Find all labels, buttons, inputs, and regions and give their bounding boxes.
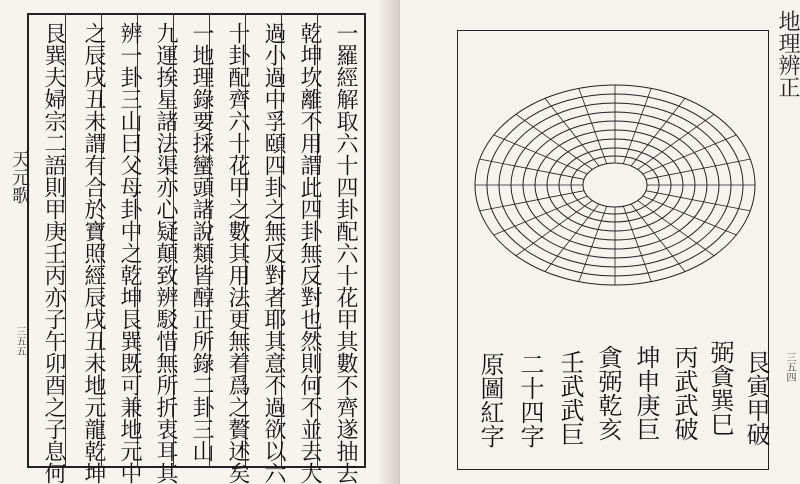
right-page-number: 三五四 bbox=[784, 352, 795, 382]
compass-spokes bbox=[475, 85, 755, 285]
compass-spoke bbox=[638, 201, 714, 256]
compass-spoke bbox=[646, 159, 750, 179]
legend-column-7: 二十四字 bbox=[516, 352, 544, 448]
compass-spoke bbox=[646, 191, 750, 211]
text-column-5: 一地理錄要採蠻頭諸說類皆醇正所錄二卦三山 bbox=[189, 22, 214, 462]
left-page-number: 三五五 bbox=[14, 326, 25, 356]
text-column-2: 乾坤坎離不用謂此四卦無反對也然則何不並去大 bbox=[297, 22, 322, 484]
left-page bbox=[0, 0, 395, 484]
compass-spoke bbox=[579, 206, 607, 281]
right-margin-header: 地理辨正 bbox=[775, 10, 800, 98]
compass-spoke bbox=[516, 114, 592, 169]
right-margin-strip bbox=[772, 0, 800, 484]
compass-ring bbox=[571, 156, 659, 214]
compass-center-ring bbox=[583, 163, 647, 207]
text-column-9: 艮巽夫婦宗二語則甲庚壬丙亦子午卯酉之子息何 bbox=[41, 22, 66, 484]
compass-spoke bbox=[623, 88, 651, 163]
text-column-6: 九運挨星諸法渠亦心疑顛致辨駁惜無所折衷耳其 bbox=[153, 22, 178, 484]
compass-spoke bbox=[480, 191, 584, 211]
legend-column-4: 坤申庚巨 bbox=[632, 345, 660, 441]
text-column-1: 一羅經解取六十四卦配六十花甲其數不齊遂抽去 bbox=[333, 22, 358, 484]
compass-spoke bbox=[623, 206, 651, 281]
text-column-8: 之辰戌丑未謂有合於寶照經辰戌丑未地元龍乾坤 bbox=[81, 22, 106, 484]
compass-spoke bbox=[638, 114, 714, 169]
legend-column-8: 原圖紅字 bbox=[476, 352, 504, 448]
left-margin-title: 天元歌 bbox=[9, 150, 30, 204]
luopan-compass-diagram bbox=[470, 80, 760, 290]
legend-column-2: 弼貪巽巳 bbox=[706, 340, 734, 436]
legend-column-5: 貪弼乾亥 bbox=[594, 345, 622, 441]
text-column-3: 過小過中孚頤四卦之無反對者耶其意不過欲以六 bbox=[261, 22, 286, 484]
compass-spoke bbox=[579, 88, 607, 163]
text-column-4: 十卦配齊六十花甲之數其用法更無着爲之贅述矣 bbox=[225, 22, 250, 484]
legend-column-6: 壬武武巨 bbox=[556, 350, 584, 446]
text-column-7: 辨一卦三山曰父母卦中之乾坤艮巽既可兼地元中 bbox=[117, 22, 142, 484]
compass-spoke bbox=[516, 201, 592, 256]
compass-spoke bbox=[480, 159, 584, 179]
left-margin-strip bbox=[4, 0, 30, 484]
legend-column-1: 艮寅甲破 bbox=[742, 350, 770, 446]
legend-column-3: 丙武武破 bbox=[670, 345, 698, 441]
